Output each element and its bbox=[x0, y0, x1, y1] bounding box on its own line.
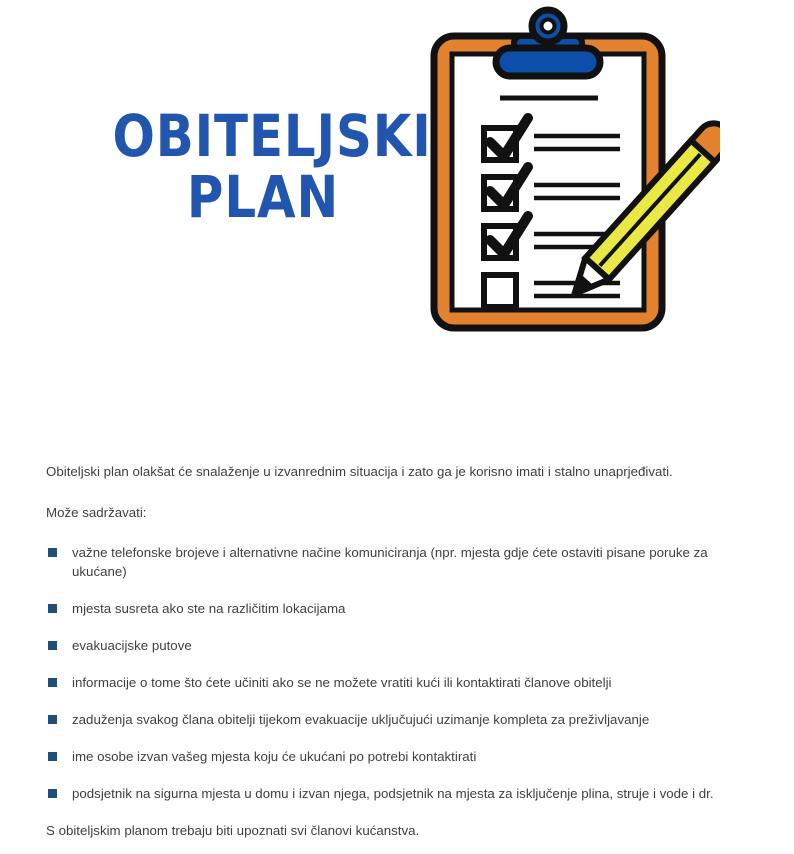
bullet-square-icon bbox=[48, 715, 57, 724]
bullet-square-icon bbox=[48, 752, 57, 761]
list-item bbox=[46, 710, 746, 730]
intro-paragraph: Obiteljski plan olakšat će snalaženje u izvanrednim situacija i zato ga je korisno imati i stalno unaprjeđivati. bbox=[46, 464, 673, 479]
plan-contents-list bbox=[46, 543, 746, 805]
list-item bbox=[46, 747, 746, 767]
page-title-line-1: OBITELJSKI bbox=[112, 102, 432, 170]
list-item bbox=[46, 599, 746, 619]
clipboard-illustration bbox=[420, 0, 720, 350]
clipboard-clip bbox=[496, 10, 600, 76]
list-item bbox=[46, 636, 746, 656]
list-item bbox=[46, 543, 746, 583]
page-title-line-2: PLAN bbox=[186, 162, 340, 231]
list-item-label: mjesta susreta ako ste na različitim lokacijama bbox=[72, 601, 346, 617]
list-item-label: podsjetnik na sigurna mjesta u domu i izvan njega, podsjetnik na mjesta za isključenje plina, struje i vode i dr. bbox=[72, 786, 714, 802]
bullet-square-icon bbox=[48, 789, 57, 798]
closing-paragraph: S obiteljskim planom trebaju biti upoznati svi članovi kućanstva. bbox=[46, 823, 420, 839]
list-item-label: informacije o tome što ćete učiniti ako se ne možete vratiti kući ili kontaktirati članove obitelji bbox=[72, 675, 612, 691]
list-item-label: evakuacijske putove bbox=[72, 638, 192, 654]
bullet-square-icon bbox=[48, 604, 57, 613]
page-title bbox=[112, 102, 432, 231]
lead-in-paragraph: Može sadržavati: bbox=[46, 505, 147, 521]
list-item-label: važne telefonske brojeve i alternativne načine komuniciranja (npr. mjesta gdje ćete ostaviti pisane poruke za ukućane) bbox=[72, 544, 708, 580]
list-item-label: ime osobe izvan vašeg mjesta koju će ukućani po potrebi kontaktirati bbox=[72, 749, 477, 765]
bullet-square-icon bbox=[48, 548, 57, 557]
list-item bbox=[46, 784, 746, 804]
document-body bbox=[46, 462, 746, 840]
bullet-square-icon bbox=[48, 678, 57, 687]
list-item bbox=[46, 673, 746, 693]
list-item-label: zaduženja svakog člana obitelji tijekom evakuacije uključujući uzimanje kompleta za preživljavanje bbox=[72, 712, 650, 728]
bullet-square-icon bbox=[48, 641, 57, 650]
